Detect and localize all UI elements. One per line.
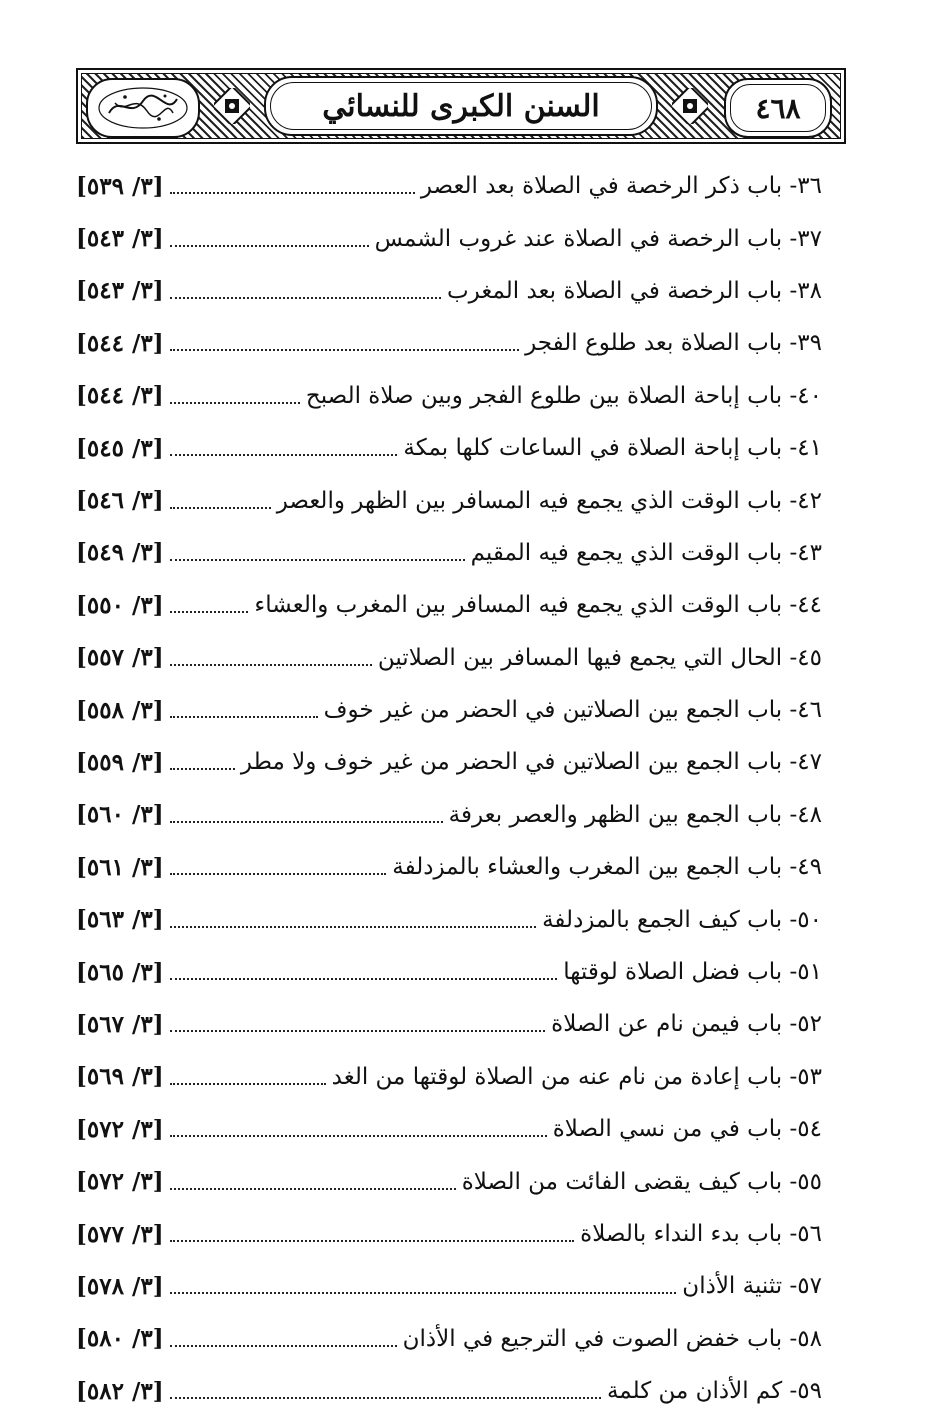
- toc-entry-title: ٤٦- باب الجمع بين الصلاتين في الحضر من غير خوف: [323, 697, 822, 724]
- toc-entry: [76, 684, 822, 736]
- toc-entry: [76, 1208, 822, 1260]
- dot-leader: [170, 1188, 456, 1190]
- dot-leader: [170, 716, 318, 718]
- dot-leader: [170, 1345, 397, 1347]
- toc-entry-title: ٣٨- باب الرخصة في الصلاة بعد المغرب: [447, 277, 822, 304]
- toc-entry: [76, 1365, 822, 1417]
- toc-entry-title: ٥٣- باب إعادة من نام عنه من الصلاة لوقتها من الغد: [331, 1063, 822, 1090]
- toc-entry: [76, 265, 822, 317]
- toc-entry: [76, 893, 822, 945]
- dot-leader: [170, 245, 369, 247]
- dot-leader: [170, 559, 465, 561]
- toc-entry-title: ٥١- باب فضل الصلاة لوقتها: [563, 959, 822, 986]
- toc-entry-reference: [٣/ ٥٥٩]: [76, 748, 164, 776]
- toc-entry-title: ٥٧- تثنية الأذان: [682, 1273, 822, 1300]
- toc-entry-title: ٤٢- باب الوقت الذي يجمع فيه المسافر بين الظهر والعصر: [276, 487, 822, 514]
- dot-leader: [170, 926, 536, 928]
- toc-entry-reference: [٣/ ٥٦٩]: [76, 1063, 164, 1091]
- toc-entry: [76, 160, 822, 212]
- toc-entry-title: ٣٩- باب الصلاة بعد طلوع الفجر: [525, 330, 822, 357]
- dot-leader: [170, 1240, 575, 1242]
- toc-entry-reference: [٣/ ٥٨٠]: [76, 1325, 164, 1353]
- toc-entry-title: ٣٦- باب ذكر الرخصة في الصلاة بعد العصر: [420, 173, 822, 200]
- dot-leader: [170, 611, 249, 613]
- toc-entry-reference: [٣/ ٥٤٦]: [76, 487, 164, 515]
- toc-entry-reference: [٣/ ٥٣٩]: [76, 172, 164, 200]
- dot-leader: [170, 297, 441, 299]
- dot-leader: [170, 454, 398, 456]
- toc-entry-reference: [٣/ ٥٥٨]: [76, 696, 164, 724]
- toc-entry: [76, 789, 822, 841]
- dot-leader: [170, 768, 235, 770]
- toc-entry: [76, 1260, 822, 1312]
- toc-entry: [76, 474, 822, 526]
- toc-entry: [76, 736, 822, 788]
- toc-entry-reference: [٣/ ٥٧٨]: [76, 1272, 164, 1300]
- toc-entry-title: ٥٨- باب خفض الصوت في الترجيع في الأذان: [402, 1325, 822, 1352]
- dot-leader: [170, 1030, 546, 1032]
- dot-leader: [170, 402, 300, 404]
- knot-ornament-icon: [214, 88, 250, 124]
- dot-leader: [170, 821, 443, 823]
- toc-entry-reference: [٣/ ٥٦٧]: [76, 1010, 164, 1038]
- toc-entry-reference: [٣/ ٥٦٥]: [76, 958, 164, 986]
- toc-entry-reference: [٣/ ٥٧٢]: [76, 1168, 164, 1196]
- toc-entry-reference: [٣/ ٥٨٢]: [76, 1377, 164, 1405]
- toc-entry-title: ٤٨- باب الجمع بين الظهر والعصر بعرفة: [448, 801, 822, 828]
- toc-entry: [76, 212, 822, 264]
- toc-entry-title: ٤٩- باب الجمع بين المغرب والعشاء بالمزدلفة: [392, 854, 822, 881]
- toc-entry: [76, 1051, 822, 1103]
- toc-entry-reference: [٣/ ٥٤٩]: [76, 539, 164, 567]
- toc-entry-title: ٤٠- باب إباحة الصلاة بين طلوع الفجر وبين صلاة الصبح: [305, 382, 822, 409]
- page-number-cartouche: [724, 78, 832, 138]
- toc-entry: [76, 1103, 822, 1155]
- toc-entry-title: ٤٤- باب الوقت الذي يجمع فيه المسافر بين المغرب والعشاء: [254, 592, 822, 619]
- toc-entry-title: ٥٤- باب في من نسي الصلاة: [552, 1116, 822, 1143]
- toc-entry: [76, 1155, 822, 1207]
- toc-entry-reference: [٣/ ٥٥٠]: [76, 591, 164, 619]
- toc-entry: [76, 527, 822, 579]
- toc-list: [76, 160, 822, 1417]
- dot-leader: [170, 1292, 677, 1294]
- toc-entry-title: ٤٥- الحال التي يجمع فيها المسافر بين الصلاتين: [377, 644, 822, 671]
- dot-leader: [170, 1083, 326, 1085]
- toc-entry-reference: [٣/ ٥٦١]: [76, 853, 164, 881]
- toc-entry: [76, 946, 822, 998]
- toc-entry-title: ٥٠- باب كيف الجمع بالمزدلفة: [542, 906, 822, 933]
- dot-leader: [170, 507, 271, 509]
- toc-entry: [76, 841, 822, 893]
- dot-leader: [170, 873, 387, 875]
- toc-entry-reference: [٣/ ٥٤٤]: [76, 329, 164, 357]
- title-cartouche: [264, 76, 658, 136]
- page-number: ٤٦٨: [755, 91, 801, 125]
- toc-entry-reference: [٣/ ٥٤٣]: [76, 225, 164, 253]
- toc-entry-reference: [٣/ ٥٧٢]: [76, 1115, 164, 1143]
- dot-leader: [170, 192, 415, 194]
- toc-entry-reference: [٣/ ٥٤٤]: [76, 382, 164, 410]
- toc-entry-reference: [٣/ ٥٤٥]: [76, 434, 164, 462]
- toc-entry: [76, 1313, 822, 1365]
- dot-leader: [170, 664, 372, 666]
- toc-entry-reference: [٣/ ٥٦٠]: [76, 801, 164, 829]
- toc-entry-title: ٤٣- باب الوقت الذي يجمع فيه المقيم: [470, 539, 822, 566]
- toc-entry-reference: [٣/ ٥٥٧]: [76, 644, 164, 672]
- toc-entry-reference: [٣/ ٥٧٧]: [76, 1220, 164, 1248]
- toc-entry-title: ٥٢- باب فيمن نام عن الصلاة: [551, 1011, 822, 1038]
- toc-entry: [76, 632, 822, 684]
- toc-entry-title: ٥٩- كم الأذان من كلمة: [606, 1378, 822, 1405]
- toc-entry-reference: [٣/ ٥٤٣]: [76, 277, 164, 305]
- toc-entry-title: ٥٥- باب كيف يقضى الفائت من الصلاة: [461, 1168, 822, 1195]
- page-header: [76, 68, 846, 144]
- calligraphy-seal-icon: [86, 78, 200, 138]
- toc-entry: [76, 317, 822, 369]
- toc-entry: [76, 998, 822, 1050]
- toc-entry: [76, 579, 822, 631]
- dot-leader: [170, 1397, 601, 1399]
- dot-leader: [170, 349, 519, 351]
- dot-leader: [170, 978, 558, 980]
- toc-entry-title: ٥٦- باب بدء النداء بالصلاة: [580, 1221, 822, 1247]
- knot-ornament-icon: [672, 88, 708, 124]
- toc-entry-reference: [٣/ ٥٦٣]: [76, 906, 164, 934]
- toc-entry-title: ٣٧- باب الرخصة في الصلاة عند غروب الشمس: [374, 225, 822, 252]
- toc-entry-title: ٤٧- باب الجمع بين الصلاتين في الحضر من غير خوف ولا مطر: [240, 749, 822, 776]
- toc-entry: [76, 370, 822, 422]
- toc-entry-title: ٤١- باب إباحة الصلاة في الساعات كلها بمكة: [403, 435, 822, 462]
- dot-leader: [170, 1135, 547, 1137]
- toc-entry: [76, 422, 822, 474]
- book-title: السنن الكبرى للنسائي: [322, 88, 600, 124]
